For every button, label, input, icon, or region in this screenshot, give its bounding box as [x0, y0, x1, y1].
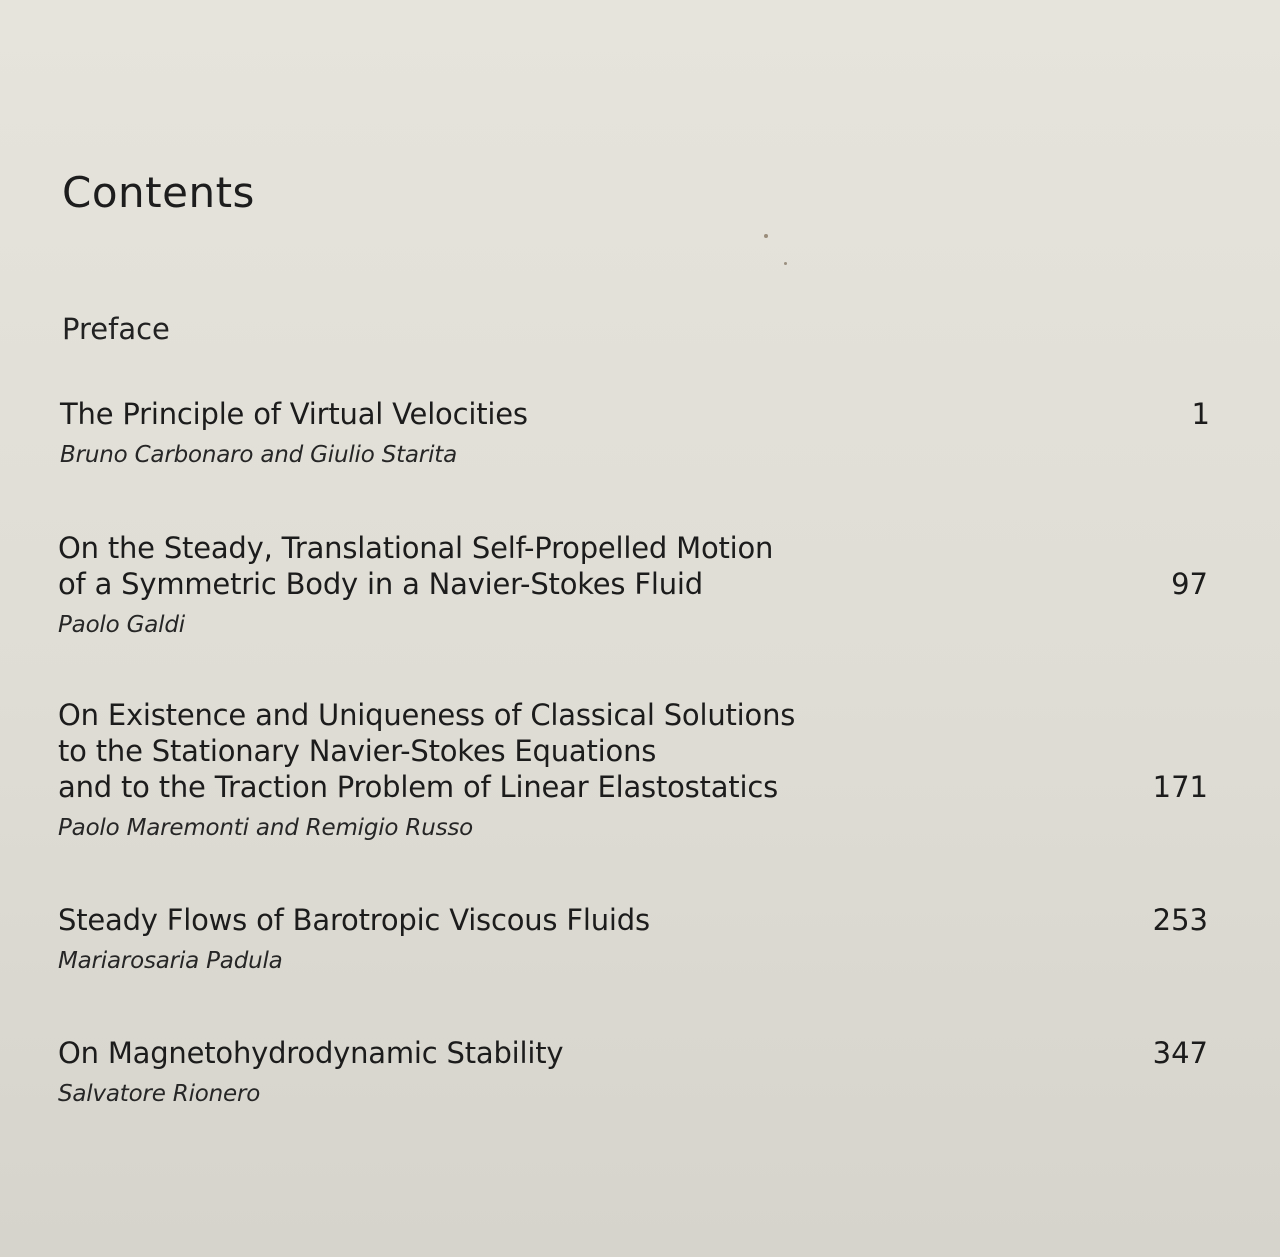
toc-entry-authors: Mariarosaria Padula [58, 948, 283, 974]
toc-entry-authors: Bruno Carbonaro and Giulio Starita [60, 442, 457, 468]
toc-entry-title: and to the Traction Problem of Linear Elastostatics [58, 770, 778, 804]
toc-entry-title: of a Symmetric Body in a Navier-Stokes Fluid [58, 567, 703, 601]
toc-entry-title: On Existence and Uniqueness of Classical Solutions [58, 698, 796, 732]
toc-entry-title: Steady Flows of Barotropic Viscous Fluids [58, 903, 650, 937]
toc-entry [58, 530, 1208, 638]
toc-entry-authors: Paolo Maremonti and Remigio Russo [58, 815, 474, 841]
toc-entry-title-row [58, 566, 1208, 602]
preface-entry: Preface [62, 312, 170, 346]
page-title: Contents [62, 168, 255, 217]
toc-entry-title: On Magnetohydrodynamic Stability [58, 1036, 564, 1070]
toc-entry-page: 97 [1171, 567, 1208, 601]
toc-entry-authors: Paolo Galdi [58, 612, 185, 638]
toc-entry-page: 1 [1191, 397, 1210, 431]
toc-entry-page: 347 [1152, 1036, 1208, 1070]
toc-entry [60, 396, 1210, 468]
toc-entry [58, 697, 1208, 841]
paper-speck [784, 262, 787, 265]
toc-entry-title-row [58, 769, 1208, 805]
toc-entry-title-row [58, 902, 1208, 938]
toc-entry [58, 902, 1208, 974]
toc-entry-title: On the Steady, Translational Self-Propelled Motion [58, 531, 774, 565]
toc-entry-page: 171 [1152, 770, 1208, 804]
toc-entry-title-row [60, 396, 1210, 432]
toc-entry-title: The Principle of Virtual Velocities [60, 397, 528, 431]
toc-entry-title: to the Stationary Navier-Stokes Equations [58, 734, 657, 768]
toc-entry-page: 253 [1152, 903, 1208, 937]
paper-speck [764, 234, 768, 238]
toc-entry [58, 1035, 1208, 1107]
toc-entry-title-row [58, 1035, 1208, 1071]
toc-entry-authors: Salvatore Rionero [58, 1081, 261, 1107]
